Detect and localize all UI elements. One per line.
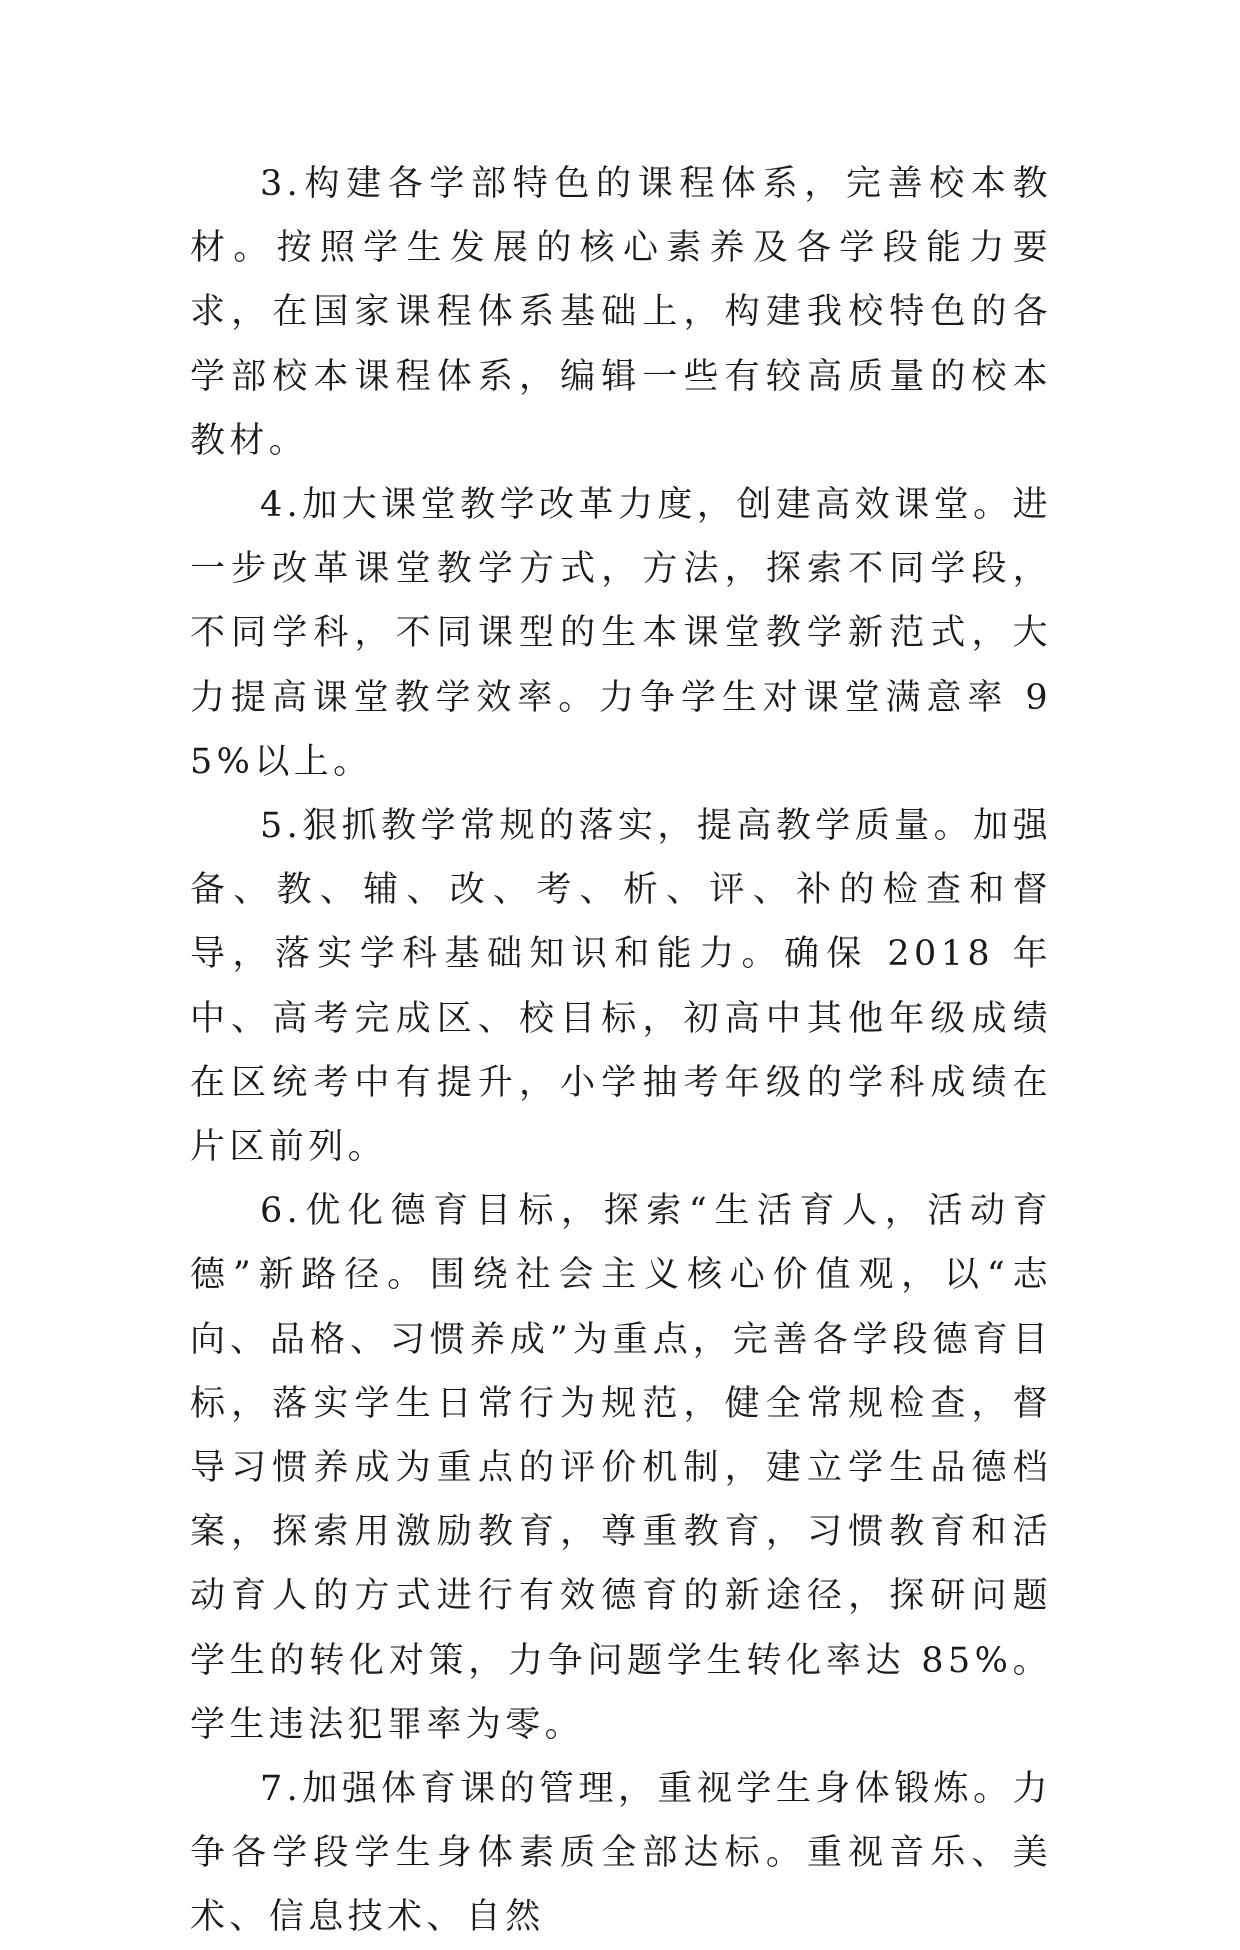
paragraph-6: 6.优化德育目标，探索“生活育人，活动育德”新路径。围绕社会主义核心价值观，以“志向、品格、习惯养成”为重点，完善各学段德育目标，落实学生日常行为规范，健全常规检查，督导习惯养成为重点的评价机制，建立学生品德档案，探索用激励教育，尊重教育，习惯教育和活动育人的方式进行有效德育的新途径，探研问题学生的转化对策，力争问题学生转化率达 85%。学生违法犯罪率为零。 xyxy=(190,1191,1052,1745)
document-body xyxy=(190,152,1052,1950)
paragraph-4: 4.加大课堂教学改革力度，创建高效课堂。进一步改革课堂教学方式，方法，探索不同学段，不同学科，不同课型的生本课堂教学新范式，大力提高课堂教学效率。力争学生对课堂满意率 95%以上。 xyxy=(190,485,1052,782)
paragraph-3: 3.构建各学部特色的课程体系，完善校本教材。按照学生发展的核心素养及各学段能力要求，在国家课程体系基础上，构建我校特色的各学部校本课程体系，编辑一些有较高质量的校本教材。 xyxy=(190,164,1052,461)
paragraph-5: 5.狠抓教学常规的落实，提高教学质量。加强备、教、辅、改、考、析、评、补的检查和督导，落实学科基础知识和能力。确保 2018 年中、高考完成区、校目标，初高中其他年级成绩在区统考中有提升，小学抽考年级的学科成绩在片区前列。 xyxy=(190,806,1052,1168)
paragraph-7: 7.加强体育课的管理，重视学生身体锻炼。力争各学段学生身体素质全部达标。重视音乐、美术、信息技术、自然 xyxy=(190,1769,1052,1938)
